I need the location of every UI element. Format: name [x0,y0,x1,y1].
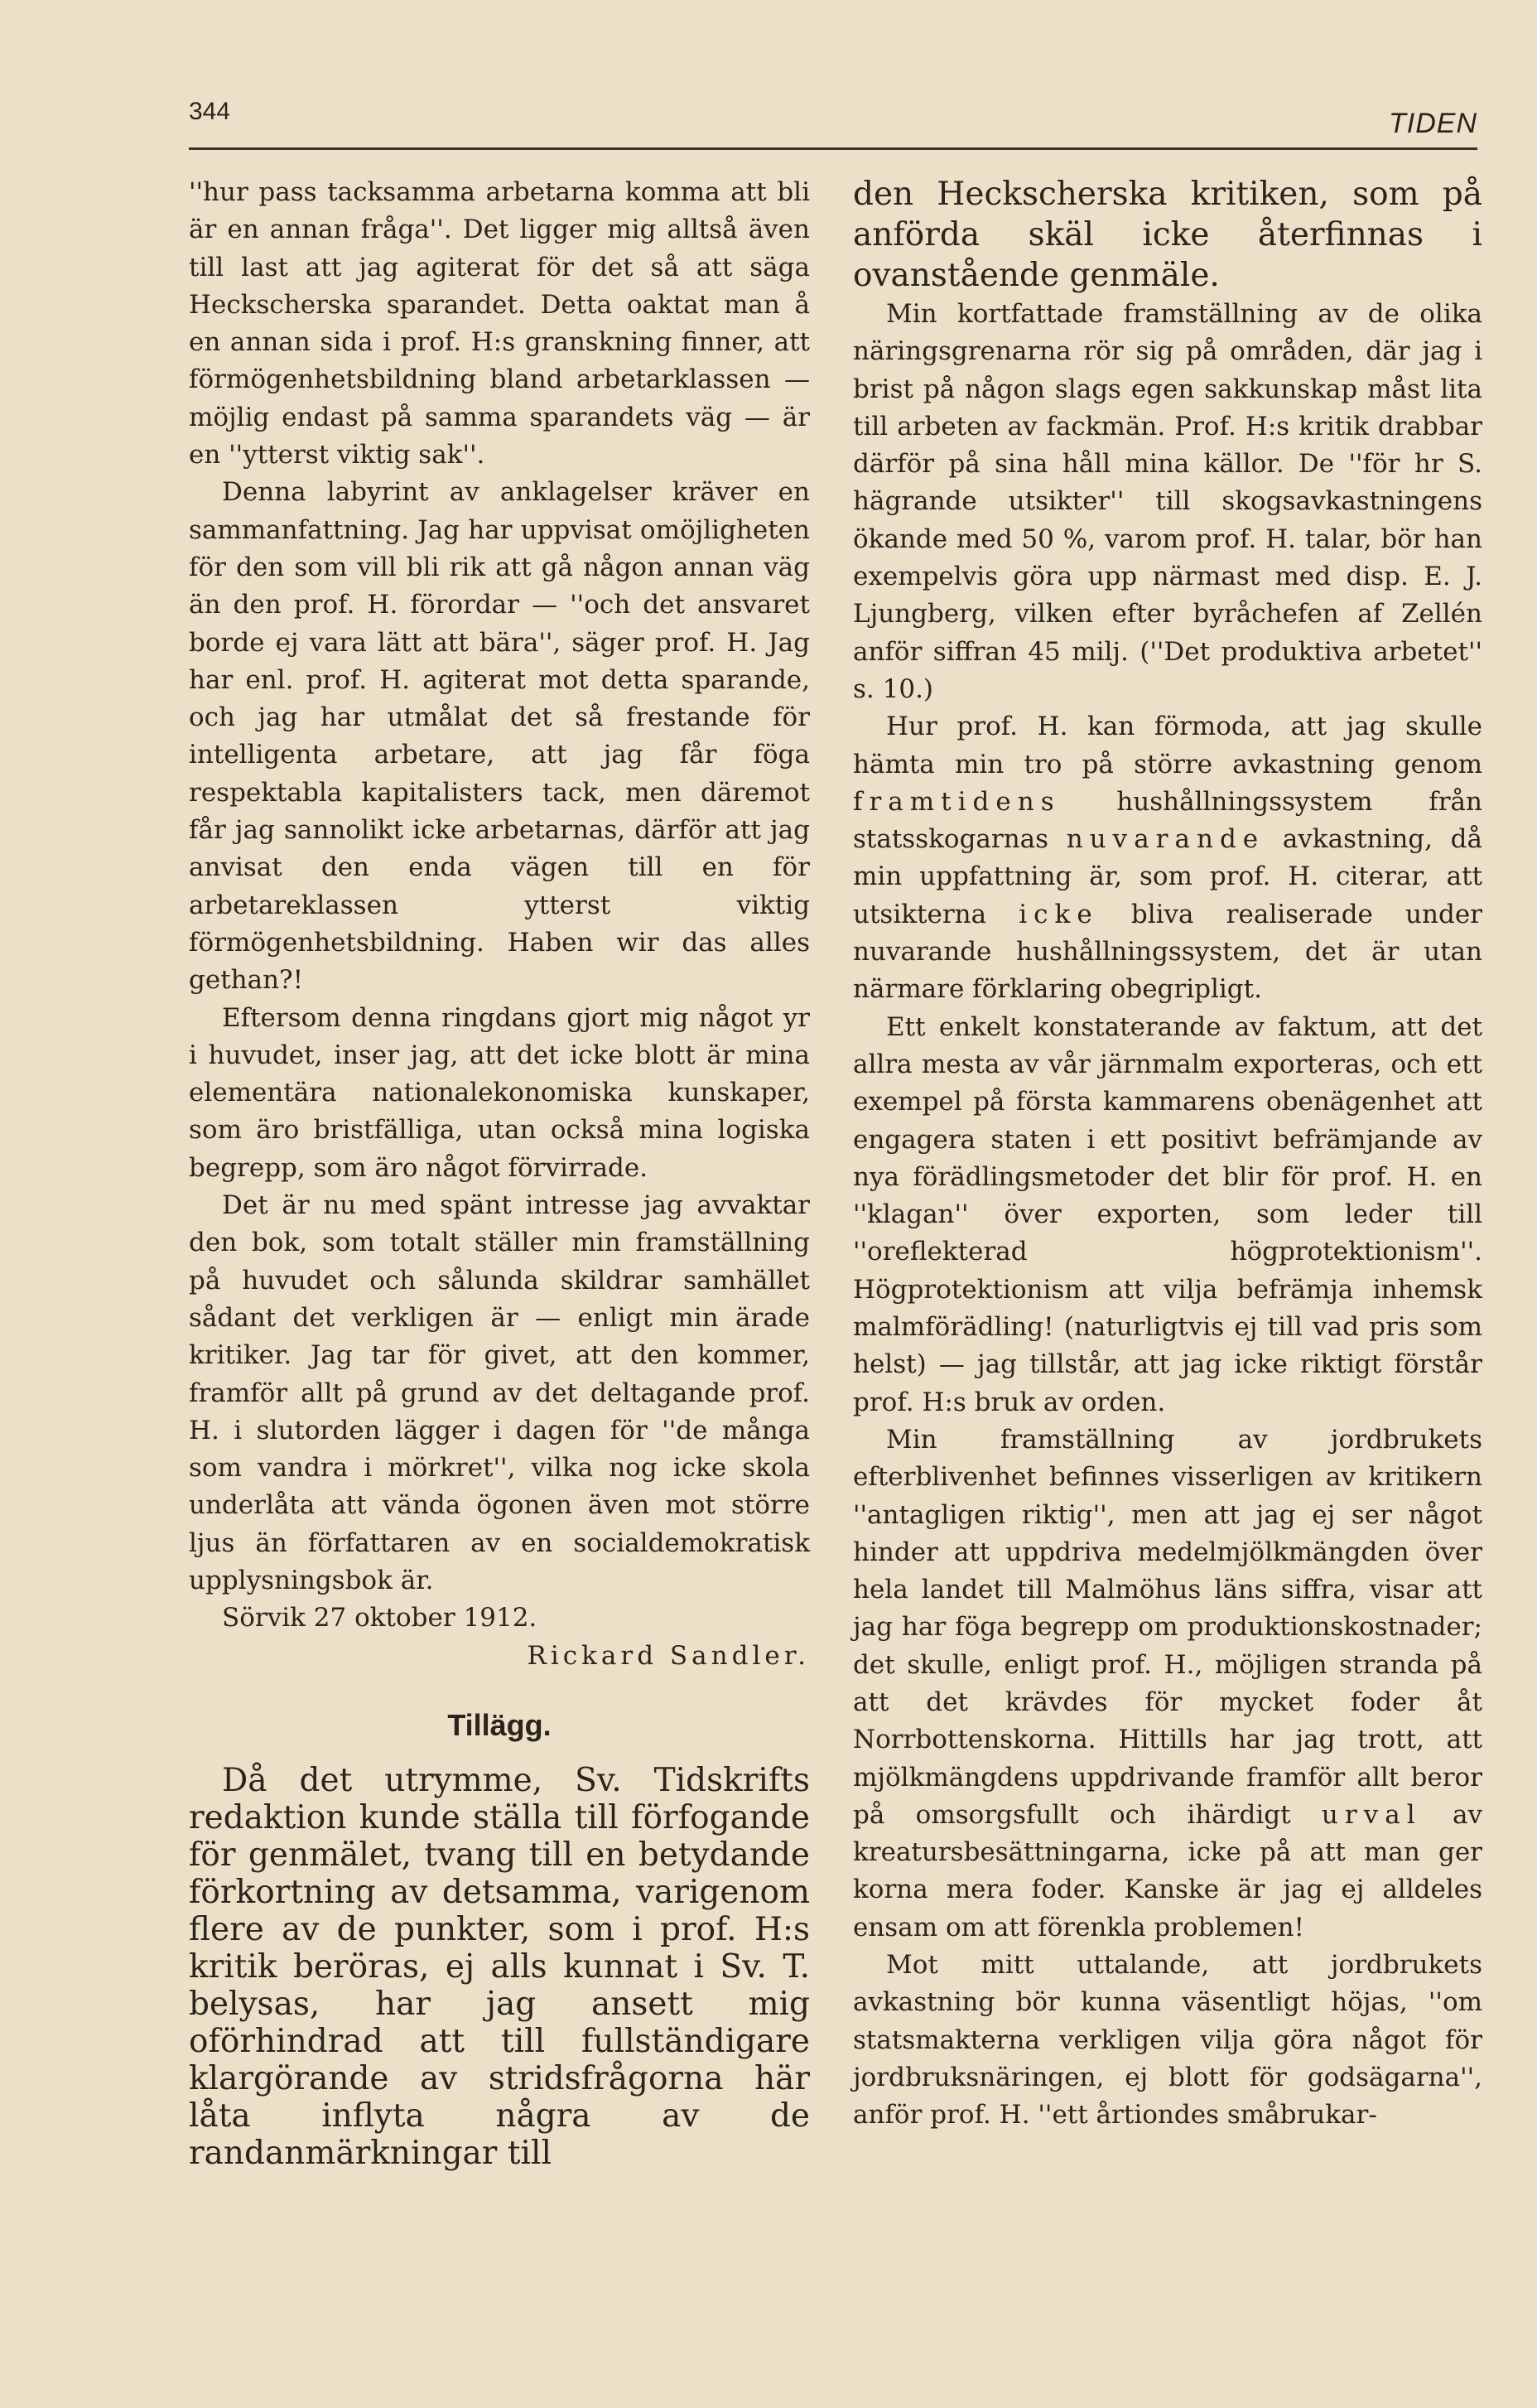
journal-title: TIDEN [1389,108,1477,139]
left-paragraph-2: Denna labyrint av anklagelser kräver en sammanfattning. Jag har uppvisat omöjligheten för den som vill bli rik att gå någon annan väg än den prof. H. förordar — ''och det ansvaret borde ej vara lätt att bära'', säger prof. H. Jag har enl. prof. H. agiterat mot detta sparande, och jag har utmålat det så frestande för intelligenta arbetare, att jag får föga respektabla kapitalisters tack, men däremot får jag sannolikt icke arbetarnas, därför att jag anvisat den enda vägen till en för arbetareklassen ytterst viktig förmögenhetsbildning. Haben wir das alles gethan?! [189,477,810,996]
left-paragraph-3: Eftersom denna ringdans gjort mig något yr i huvudet, inser jag, att det icke blott är mina elementära nationalekonomiska kunskaper, som äro bristfälliga, utan också mina logiska begrepp, som äro något förvirrade. [189,1002,810,1183]
text-run: Min framställning av jordbrukets efterblivenhet befinnes visserligen av kritikern ''antagligen riktig'', men att jag ej ser något hinder att uppdriva medelmjölkmängden över hela landet till Malmöhus läns siffra, visar att jag har föga begrepp om produktionskostnader; det skulle, enligt prof. H., möjligen stranda på att det krävdes för mycket foder åt Norrbottenskorna. Hittills har jag trott, att mjölkmängdens uppdrivande framför allt beror på omsorgsfullt och ihärdigt [853,1424,1482,1830]
right-paragraph-2 [853,708,1482,1008]
addendum-paragraph: Då det utrymme, Sv. Tidskrifts redaktion kunde ställa till förfogande för genmälet, tvang till en betydande förkortning av detsamma, varigenom flere av de punkter, som i prof. H:s kritik beröras, ej alls kunnat i Sv. T. belysas, har jag ansett mig oförhindrad att till fullständigare klargörande av stridsfrågorna här låta inflyta några av de randanmärkningar till [189,1762,810,2173]
left-paragraph-1: ''hur pass tacksamma arbetarna komma att bli är en annan fråga''. Det ligger mig alltså även till last att jag agiterat för det så att säga Heckscherska sparandet. Detta oaktat man å en annan sida i prof. H:s granskning finner, att förmögenhetsbildning bland arbetarklassen — möjlig endast på samma sparandets väg — är en ''ytterst viktig sak''. [189,177,810,471]
page-number: 344 [189,98,231,125]
spaced-word: urval [1321,1799,1422,1830]
right-paragraph-3: Ett enkelt konstaterande av faktum, att det allra mesta av vår järnmalm exporteras, och ett exempel på första kammarens obenägenhet att engagera staten i ett positivt befrämjande av nya förädlingsmetoder det blir för prof. H. en ''klagan'' över exporten, som leder till ''oreflekterad högprotektionism''. Högprotektionism att vilja befrämja inhemsk malmförädling! (naturligtvis ej till vad pris som helst) — jag tillstår, att jag icke riktigt förstår prof. H:s bruk av orden. [853,1011,1482,1417]
spaced-word: icke [1019,899,1099,929]
left-paragraph-4: Det är nu med spänt intresse jag avvaktar den bok, som totalt ställer min framställning på huvudet och sålunda skildrar samhället sådant det verkligen är — enligt min ärade kritiker. Jag tar för givet, att den kommer, framför allt på grund av det deltagande prof. H. i slutorden lägger i dagen för ''de många som vandra i mörkret'', vilka nog icke skola underlåta att vända ögonen även mot större ljus än författaren av en socialdemokratisk upplysningsbok är. [189,1190,810,1595]
right-lead-paragraph: den Heckscherska kritiken, som på anförda skäl icke återfinnas i ovanstående genmäle. [853,176,1482,294]
header-rule [189,147,1477,150]
right-paragraph-5: Mot mitt uttalande, att jordbrukets avkastning bör kunna väsentligt höjas, ''om statsmakterna verkligen vilja göra något för jordbruksnäringen, ej blott för godsägarna'', anför prof. H. ''ett årtiondes småbrukar- [853,1950,1482,2131]
text-run: av kreatursbesättningarna, icke på att man ger korna mera foder. Kanske är jag ej alldeles ensam om att förenkla problemen! [853,1799,1482,1942]
dateline: Sörvik 27 oktober 1912. [222,1603,537,1633]
signature: Rickard Sandler. [527,1640,810,1671]
right-paragraph-1: Min kortfattade framställning av de olika näringsgrenarna rör sig på områden, där jag i brist på någon slags egen sakkunskap måst lita till arbeten av fackmän. Prof. H:s kritik drabbar därför på sina håll mina källor. De ''för hr S. hägrande utsikter'' till skogsavkastningens ökande med 50 %, varom prof. H. talar, bör han exempelvis göra upp närmast med disp. E. J. Ljungberg, vilken efter byråchefen af Zellén anför siffran 45 milj. (''Det produktiva arbetet'' s. 10.) [853,299,1482,704]
right-column [853,174,1482,2135]
addendum-heading: Tillägg. [447,1707,552,1742]
right-paragraph-4 [853,1421,1482,1947]
spaced-word: framtidens [853,786,1061,817]
text-run: Hur prof. H. kan förmoda, att jag skulle hämta min tro på större avkastning genom [853,712,1482,779]
spaced-word: nuvarande [1066,824,1265,855]
text-run: avkastning, då min uppfattning är, som prof. H. citerar, att utsikterna [853,824,1482,929]
text-run: bliva realiserade under nuvarande hushållningssystem, det är utan närmare förklaring obegripligt. [853,899,1482,1005]
text-run: hushållningssystem från statsskogarnas [853,786,1482,855]
left-column [189,174,810,2172]
